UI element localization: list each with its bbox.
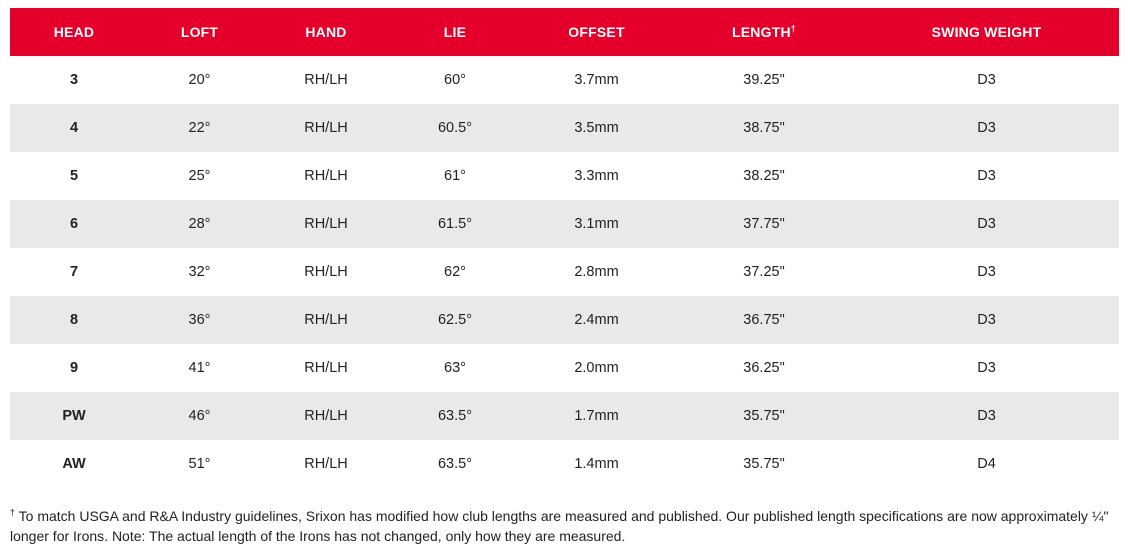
header-head: HEAD xyxy=(10,8,138,56)
hand-cell: RH/LH xyxy=(304,72,348,88)
footnote-dagger: † xyxy=(10,507,16,518)
offset-cell: 2.8mm xyxy=(574,264,619,280)
header-hand: HAND xyxy=(261,8,391,56)
length-cell: 39.25" xyxy=(743,72,785,88)
table-row xyxy=(10,392,1119,440)
swing-weight-cell: D3 xyxy=(977,72,996,88)
head-cell: AW xyxy=(62,456,86,472)
loft-cell: 46° xyxy=(138,392,261,440)
loft-cell: 32° xyxy=(188,264,211,280)
length-cell: 37.75" xyxy=(674,200,854,248)
swing-weight-cell: D3 xyxy=(854,200,1119,248)
offset-cell: 3.1mm xyxy=(519,200,674,248)
hand-cell: RH/LH xyxy=(304,360,348,376)
offset-cell: 1.4mm xyxy=(574,456,619,472)
head-cell: 4 xyxy=(10,104,138,152)
head-cell: PW xyxy=(10,392,138,440)
hand-cell: RH/LH xyxy=(261,200,391,248)
footnote-text: To match USGA and R&A Industry guidelines, Srixon has modified how club lengths are measured and published. Our published length specifications are now approximately ¼" longer for Irons. Note: The actual length of the Irons has not changed, only how they are measured. xyxy=(10,508,1109,544)
offset-cell: 3.5mm xyxy=(519,104,674,152)
lie-cell: 62.5° xyxy=(391,296,519,344)
header-offset: OFFSET xyxy=(519,8,674,56)
lie-cell: 61.5° xyxy=(391,200,519,248)
head-cell: 9 xyxy=(69,360,79,376)
table-row xyxy=(10,152,1119,200)
hand-cell: RH/LH xyxy=(261,392,391,440)
loft-cell: 22° xyxy=(138,104,261,152)
header-length xyxy=(674,8,854,56)
hand-cell: RH/LH xyxy=(304,168,348,184)
hand-cell: RH/LH xyxy=(304,456,348,472)
table-row xyxy=(10,440,1119,488)
loft-cell: 20° xyxy=(188,72,211,88)
lie-cell: 60° xyxy=(444,72,466,88)
offset-cell: 2.4mm xyxy=(519,296,674,344)
swing-weight-cell: D3 xyxy=(977,264,996,280)
swing-weight-cell: D3 xyxy=(854,392,1119,440)
swing-weight-cell: D3 xyxy=(854,296,1119,344)
loft-cell: 51° xyxy=(188,456,211,472)
table-header xyxy=(10,8,1119,56)
lie-cell: 61° xyxy=(444,168,466,184)
loft-cell: 28° xyxy=(138,200,261,248)
swing-weight-cell: D3 xyxy=(977,360,996,376)
hand-cell: RH/LH xyxy=(304,264,348,280)
table-row xyxy=(10,296,1119,344)
swing-weight-cell: D4 xyxy=(977,456,996,472)
loft-cell: 36° xyxy=(138,296,261,344)
header-lie: LIE xyxy=(391,8,519,56)
table-body xyxy=(10,56,1119,488)
header-length-label: LENGTH xyxy=(732,24,791,40)
loft-cell: 41° xyxy=(188,360,211,376)
lie-cell: 63.5° xyxy=(391,392,519,440)
hand-cell: RH/LH xyxy=(261,104,391,152)
lie-cell: 60.5° xyxy=(391,104,519,152)
length-cell: 38.25" xyxy=(743,168,785,184)
head-cell: 3 xyxy=(69,72,79,88)
header-loft: LOFT xyxy=(138,8,261,56)
length-cell: 36.75" xyxy=(674,296,854,344)
table-row xyxy=(10,104,1119,152)
swing-weight-cell: D3 xyxy=(977,168,996,184)
head-cell: 5 xyxy=(69,168,79,184)
table-row xyxy=(10,56,1119,104)
head-cell: 7 xyxy=(69,264,79,280)
swing-weight-cell: D3 xyxy=(854,104,1119,152)
specs-table xyxy=(10,8,1119,488)
offset-cell: 3.3mm xyxy=(574,168,619,184)
length-cell: 35.75" xyxy=(743,456,785,472)
header-row xyxy=(10,8,1119,56)
head-cell: 8 xyxy=(10,296,138,344)
table-row xyxy=(10,248,1119,296)
header-length-dagger: † xyxy=(790,23,796,34)
hand-cell: RH/LH xyxy=(261,296,391,344)
footnote xyxy=(10,506,1110,546)
lie-cell: 63.5° xyxy=(437,456,473,472)
table-row xyxy=(10,200,1119,248)
offset-cell: 1.7mm xyxy=(519,392,674,440)
length-cell: 35.75" xyxy=(674,392,854,440)
length-cell: 37.25" xyxy=(743,264,785,280)
lie-cell: 62° xyxy=(444,264,466,280)
lie-cell: 63° xyxy=(444,360,466,376)
table-row xyxy=(10,344,1119,392)
offset-cell: 2.0mm xyxy=(574,360,619,376)
header-swing-weight: SWING WEIGHT xyxy=(854,8,1119,56)
length-cell: 36.25" xyxy=(743,360,785,376)
head-cell: 6 xyxy=(10,200,138,248)
offset-cell: 3.7mm xyxy=(574,72,619,88)
length-cell: 38.75" xyxy=(674,104,854,152)
loft-cell: 25° xyxy=(188,168,211,184)
